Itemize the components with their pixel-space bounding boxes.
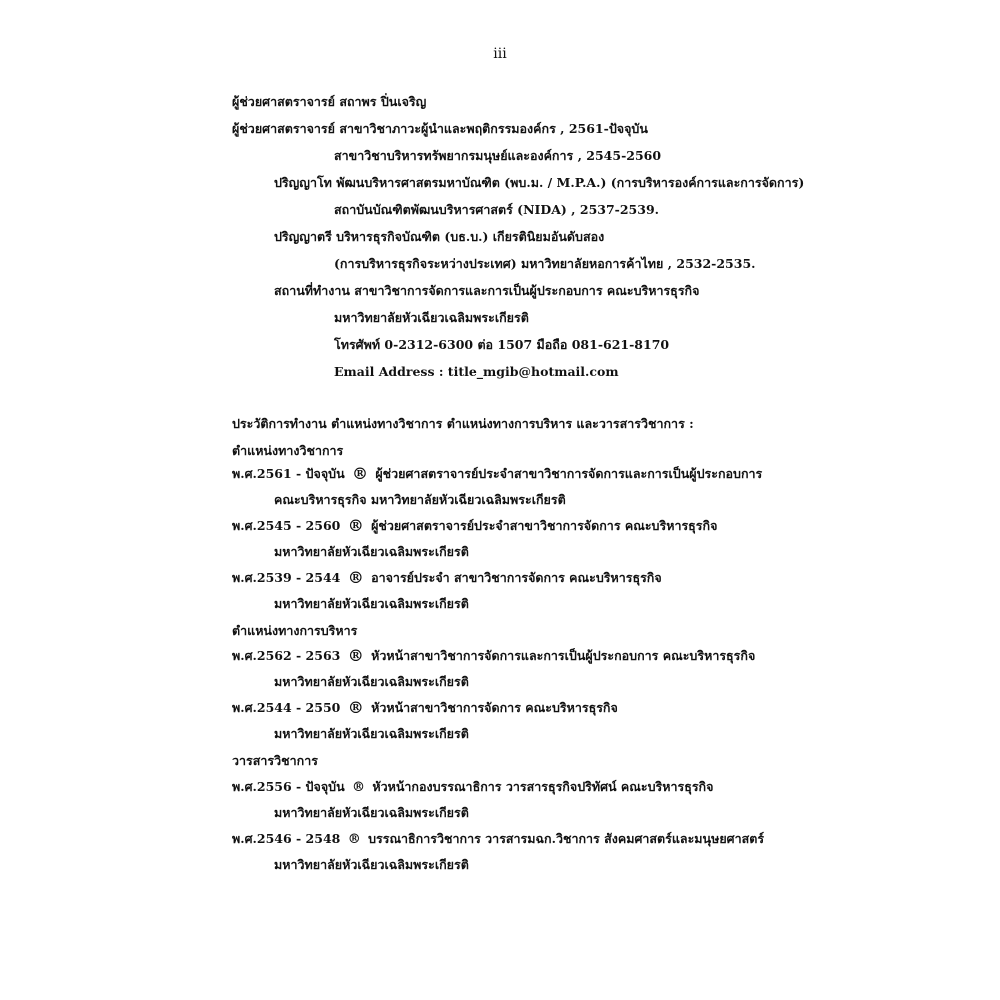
registered-mark-icon: ® [347,516,364,535]
admin-item [232,700,618,716]
workplace-email: Email Address : title_mgib@hotmail.com [334,364,619,379]
current-title: ผู้ช่วยศาสตราจารย์ สาขาวิชาภาวะผู้นำและพฤติกรรมองค์กร , 2561-ปัจจุบัน [232,121,648,136]
admin-item [232,648,755,664]
admin-period: พ.ศ.2544 - 2550 [232,700,341,715]
admin-position: หัวหน้าสาขาวิชาการจัดการ คณะบริหารธุรกิจ [371,700,618,715]
previous-title: สาขาวิชาบริหารทรัพยากรมนุษย์และองค์การ , 2545-2560 [334,148,662,163]
admin-item-continuation: มหาวิทยาลัยหัวเฉียวเฉลิมพระเกียรติ [274,726,469,741]
journal-period: พ.ศ.2556 - ปัจจุบัน [232,779,345,794]
academic-period: พ.ศ.2539 - 2544 [232,570,341,585]
journal-item [232,831,764,848]
academic-period: พ.ศ.2561 - ปัจจุบัน [232,466,345,481]
registered-mark-icon: ® [347,646,364,665]
academic-item [232,570,662,586]
journal-heading: วารสารวิชาการ [232,753,318,768]
academic-position: อาจารย์ประจำ สาขาวิชาการจัดการ คณะบริหารธุรกิจ [371,570,662,585]
academic-item [232,466,762,482]
journal-period: พ.ศ.2546 - 2548 [232,831,341,846]
academic-position: ผู้ช่วยศาสตราจารย์ประจำสาขาวิชาการจัดการ คณะบริหารธุรกิจ [371,518,718,533]
person-name: ผู้ช่วยศาสตราจารย์ สถาพร ปิ่นเจริญ [232,94,427,109]
journal-item-continuation: มหาวิทยาลัยหัวเฉียวเฉลิมพระเกียรติ [274,857,469,872]
academic-item-continuation: มหาวิทยาลัยหัวเฉียวเฉลิมพระเกียรติ [274,544,469,559]
education-masters: ปริญญาโท พัฒนบริหารศาสตรมหาบัณฑิต (พบ.ม. / M.P.A.) (การบริหารองค์การและการจัดการ) [274,175,805,190]
admin-period: พ.ศ.2562 - 2563 [232,648,341,663]
education-bachelor: ปริญญาตรี บริหารธุรกิจบัณฑิต (บธ.บ.) เกียรตินิยมอันดับสอง [274,229,605,244]
journal-position: หัวหน้ากองบรรณาธิการ วารสารธุรกิจปริทัศน์ คณะบริหารธุรกิจ [372,779,714,794]
registered-mark-icon: ® [347,568,364,587]
academic-item [232,518,717,534]
admin-position: หัวหน้าสาขาวิชาการจัดการและการเป็นผู้ประกอบการ คณะบริหารธุรกิจ [371,648,756,663]
academic-item-continuation: มหาวิทยาลัยหัวเฉียวเฉลิมพระเกียรติ [274,596,469,611]
academic-period: พ.ศ.2545 - 2560 [232,518,341,533]
academic-heading: ตำแหน่งทางวิชาการ [232,443,344,458]
history-heading: ประวัติการทำงาน ตำแหน่งทางวิชาการ ตำแหน่งทางการบริหาร และวารสารวิชาการ : [232,416,694,431]
admin-item-continuation: มหาวิทยาลัยหัวเฉียวเฉลิมพระเกียรติ [274,674,469,689]
admin-heading: ตำแหน่งทางการบริหาร [232,623,358,638]
registered-mark-icon: ® [347,832,361,847]
registered-mark-icon: ® [351,780,365,795]
education-masters-institution: สถาบันบัณฑิตพัฒนบริหารศาสตร์ (NIDA) , 2537-2539. [334,202,659,217]
education-bachelor-institution: (การบริหารธุรกิจระหว่างประเทศ) มหาวิทยาลัยหอการค้าไทย , 2532-2535. [334,256,756,271]
workplace-line: สถานที่ทำงาน สาขาวิชาการจัดการและการเป็นผู้ประกอบการ คณะบริหารธุรกิจ [274,283,700,298]
journal-position: บรรณาธิการวิชาการ วารสารมฉก.วิชาการ สังคมศาสตร์และมนุษยศาสตร์ [368,831,765,846]
journal-item-continuation: มหาวิทยาลัยหัวเฉียวเฉลิมพระเกียรติ [274,805,469,820]
workplace-phone: โทรศัพท์ 0-2312-6300 ต่อ 1507 มือถือ 081-621-8170 [334,337,670,352]
academic-item-continuation: คณะบริหารธุรกิจ มหาวิทยาลัยหัวเฉียวเฉลิมพระเกียรติ [274,492,566,507]
registered-mark-icon: ® [347,698,364,717]
journal-item [232,779,713,796]
page-number: iii [493,46,507,62]
registered-mark-icon: ® [351,464,368,483]
workplace-university: มหาวิทยาลัยหัวเฉียวเฉลิมพระเกียรติ [334,310,529,325]
academic-position: ผู้ช่วยศาสตราจารย์ประจำสาขาวิชาการจัดการและการเป็นผู้ประกอบการ [375,466,763,481]
